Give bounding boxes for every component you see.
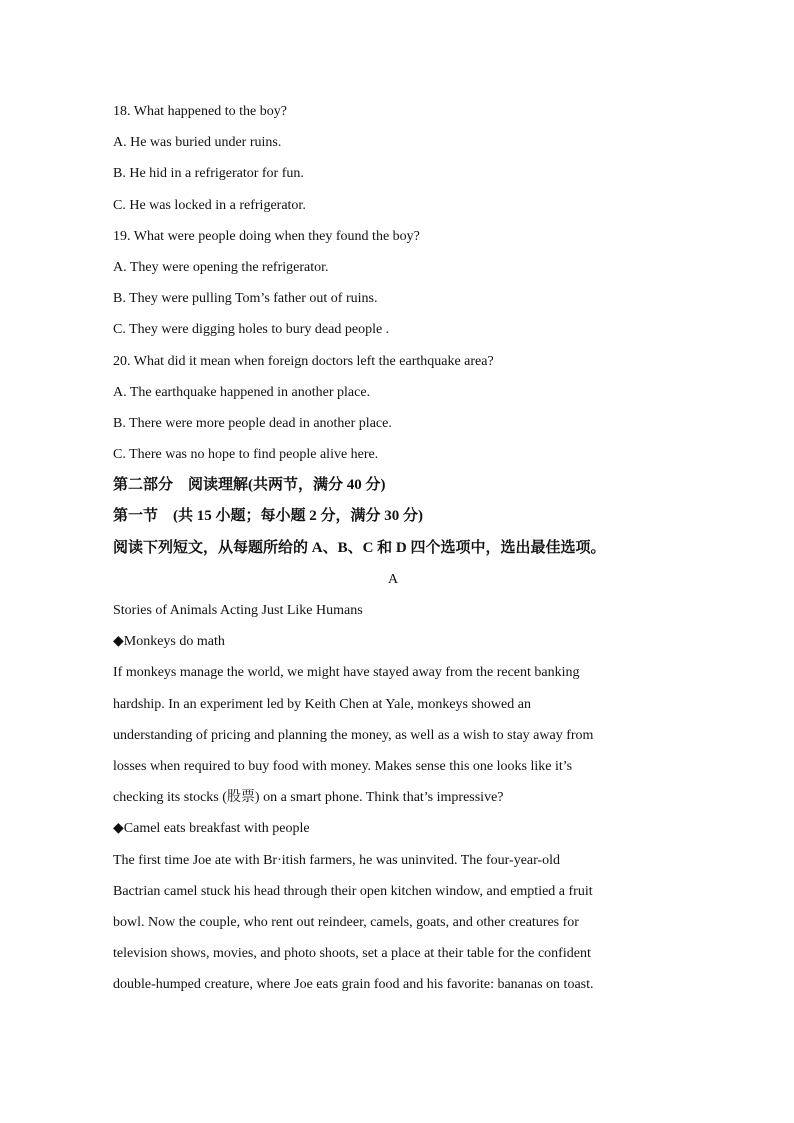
question-20-stem: 20. What did it mean when foreign doctors left the earthquake area? (113, 353, 494, 369)
story-2-line: television shows, movies, and photo shoots, set a place at their table for the confident (113, 946, 591, 962)
question-18-option-c: C. He was locked in a refrigerator. (113, 197, 306, 213)
story-1-line: losses when required to buy food with money. Makes sense this one looks like it’s (113, 758, 573, 774)
story-2-line: The first time Joe ate with Br·itish farmers, he was uninvited. The four-year-old (113, 852, 561, 868)
section-instructions: 阅读下列短文，从每题所给的 A、B、C 和 D 四个选项中，选出最佳选项。 (113, 539, 606, 556)
story-2-heading: ◆Camel eats breakfast with people (113, 821, 310, 837)
question-19-option-c: C. They were digging holes to bury dead people . (113, 322, 390, 338)
question-19-option-a: A. They were opening the refrigerator. (113, 259, 329, 275)
story-1-line: checking its stocks (股票) on a smart phone. Think that’s impressive? (113, 790, 504, 806)
story-1-paragraph (113, 657, 673, 813)
question-20-option-c: C. There was no hope to find people alive here. (113, 447, 379, 463)
story-1-line: understanding of pricing and planning the money, as well as a wish to stay away from (113, 727, 594, 743)
exam-page (113, 96, 673, 1000)
question-18-option-a: A. He was buried under ruins. (113, 135, 282, 151)
story-2-line: double-humped creature, where Joe eats grain food and his favorite: bananas on toast. (113, 977, 594, 993)
question-19-option-b: B. They were pulling Tom’s father out of ruins. (113, 291, 378, 307)
story-1-line: hardship. In an experiment led by Keith Chen at Yale, monkeys showed an (113, 696, 531, 712)
story-1-line: If monkeys manage the world, we might have stayed away from the recent banking (113, 665, 580, 681)
passage-label: A (387, 571, 399, 587)
question-20-option-b: B. There were more people dead in another place. (113, 415, 392, 431)
story-2-line: Bactrian camel stuck his head through their open kitchen window, and emptied a fruit (113, 883, 593, 899)
part-heading: 第二部分 阅读理解(共两节，满分 40 分) (113, 477, 386, 494)
question-20-option-a: A. The earthquake happened in another place. (113, 384, 371, 400)
question-18-stem: 18. What happened to the boy? (113, 104, 287, 119)
story-2-paragraph (113, 845, 673, 1001)
question-18-option-b: B. He hid in a refrigerator for fun. (113, 166, 304, 182)
section-subheading: 第一节 (共 15 小题；每小题 2 分，满分 30 分) (113, 508, 423, 525)
question-19-stem: 19. What were people doing when they found the boy? (113, 228, 420, 244)
story-1-heading: ◆Monkeys do math (113, 634, 225, 650)
story-2-line: bowl. Now the couple, who rent out reindeer, camels, goats, and other creatures for (113, 914, 579, 930)
passage-title: Stories of Animals Acting Just Like Humans (113, 603, 363, 618)
